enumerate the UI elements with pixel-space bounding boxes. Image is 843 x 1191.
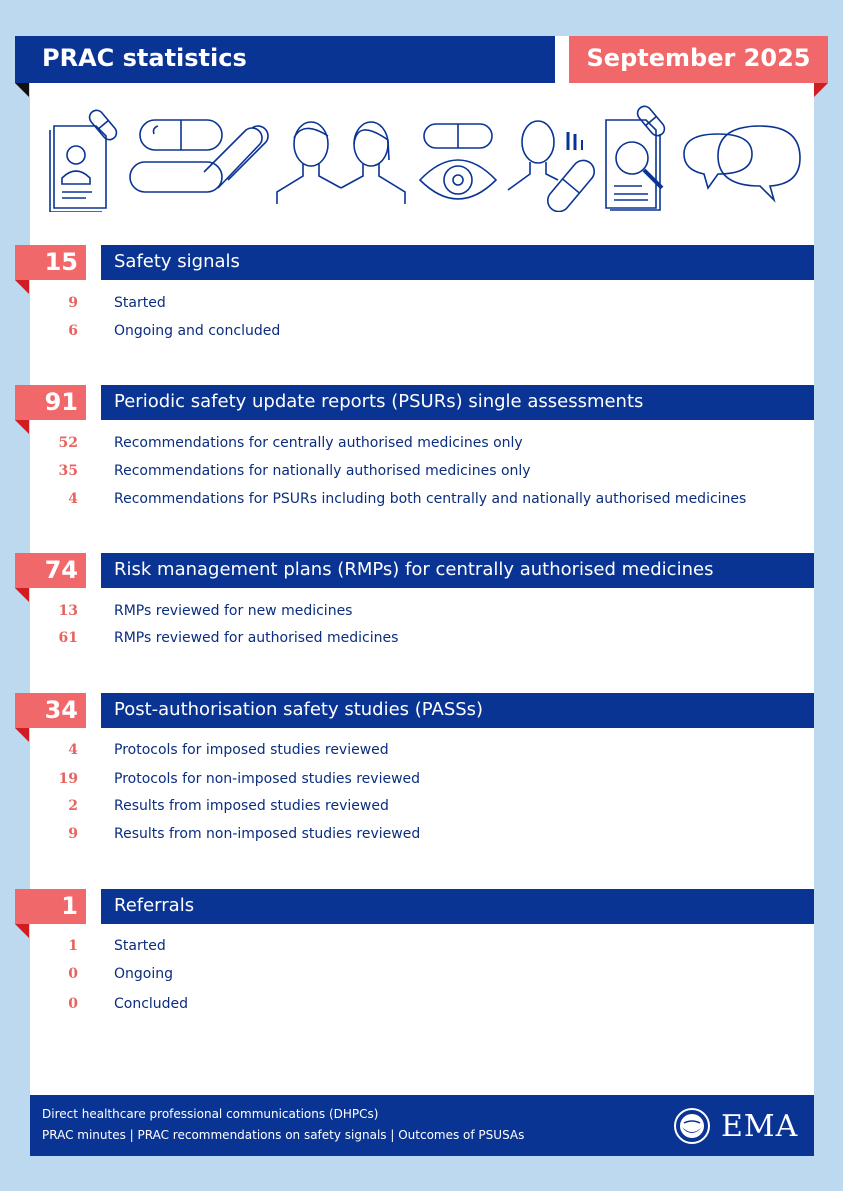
stat-row (0, 321, 843, 341)
stat-row (0, 796, 843, 816)
stat-label: Protocols for non-imposed studies reviewed (114, 771, 421, 787)
stat-row (0, 433, 843, 453)
stat-row (0, 824, 843, 844)
page-title: PRAC statistics (42, 44, 247, 72)
section-count: 74 (44, 556, 78, 584)
stat-label: Recommendations for centrally authorised medicines only (114, 435, 523, 451)
section-title: Post-authorisation safety studies (PASSs) (114, 699, 484, 720)
stat-value: 9 (68, 295, 78, 311)
stat-value: 4 (68, 742, 78, 758)
stat-value: 1 (68, 938, 78, 954)
stat-value: 13 (58, 603, 78, 619)
icon-strip (30, 100, 814, 220)
prac-minutes-link[interactable]: PRAC minutes (42, 1128, 126, 1142)
stat-label: Results from non-imposed studies reviewed (114, 826, 421, 842)
stat-row (0, 628, 843, 648)
patient-record-icon (46, 100, 118, 212)
stat-label: Started (114, 295, 166, 311)
eye-capsule-icon (418, 100, 500, 212)
stat-value: 35 (58, 463, 78, 479)
dhpc-link[interactable]: Direct healthcare professional communications (DHPCs) (42, 1107, 379, 1121)
title-bar-fold (15, 83, 29, 97)
speech-bubbles-icon (682, 100, 802, 212)
stat-label: Started (114, 938, 166, 954)
prac-recommendations-link[interactable]: PRAC recommendations on safety signals (137, 1128, 387, 1142)
stat-value: 61 (58, 630, 78, 646)
section-title: Periodic safety update reports (PSURs) single assessments (114, 391, 644, 412)
psusa-outcomes-link[interactable]: Outcomes of PSUSAs (398, 1128, 525, 1142)
stat-row (0, 601, 843, 621)
stat-value: 4 (68, 491, 78, 507)
section-count: 91 (44, 388, 78, 416)
stat-row (0, 489, 843, 509)
stat-row (0, 740, 843, 760)
section-count: 34 (44, 696, 78, 724)
stat-label: RMPs reviewed for authorised medicines (114, 630, 399, 646)
section-fold (15, 420, 29, 434)
section-fold (15, 588, 29, 602)
stat-label: Results from imposed studies reviewed (114, 798, 389, 814)
stat-value: 2 (68, 798, 78, 814)
stat-row (0, 994, 843, 1014)
stat-value: 19 (58, 771, 78, 787)
footer (30, 1095, 814, 1156)
stat-value: 0 (68, 996, 78, 1012)
stat-label: RMPs reviewed for new medicines (114, 603, 353, 619)
document-search-icon (602, 100, 674, 212)
stat-label: Ongoing (114, 966, 173, 982)
stat-label: Recommendations for nationally authorised medicines only (114, 463, 531, 479)
section-count: 15 (44, 248, 78, 276)
section-fold (15, 280, 29, 294)
stat-value: 9 (68, 826, 78, 842)
stat-row (0, 769, 843, 789)
stat-value: 6 (68, 323, 78, 339)
person-alert-capsule-icon (506, 100, 596, 212)
stat-label: Recommendations for PSURs including both centrally and nationally authorised medicines (114, 491, 747, 507)
section-count: 1 (61, 892, 78, 920)
link-separator: | (125, 1128, 138, 1142)
section-title: Referrals (114, 895, 195, 916)
section-title: Safety signals (114, 251, 240, 272)
people-icon (275, 100, 407, 212)
stat-row (0, 293, 843, 313)
link-separator: | (386, 1128, 399, 1142)
report-date: September 2025 (586, 44, 811, 72)
stat-label: Concluded (114, 996, 189, 1012)
stat-row (0, 964, 843, 984)
footer-links (42, 1128, 524, 1142)
pills-icon (128, 100, 270, 212)
stat-label: Ongoing and concluded (114, 323, 281, 339)
stat-row (0, 936, 843, 956)
ema-logo (673, 1107, 803, 1145)
logo-text: EMA (721, 1109, 799, 1144)
stat-row (0, 461, 843, 481)
date-bar-fold (814, 83, 828, 97)
ema-emblem-icon (673, 1107, 711, 1145)
stat-value: 0 (68, 966, 78, 982)
stat-value: 52 (58, 435, 78, 451)
stat-label: Protocols for imposed studies reviewed (114, 742, 389, 758)
section-header-bar (101, 889, 814, 924)
section-title: Risk management plans (RMPs) for centrally authorised medicines (114, 559, 714, 580)
